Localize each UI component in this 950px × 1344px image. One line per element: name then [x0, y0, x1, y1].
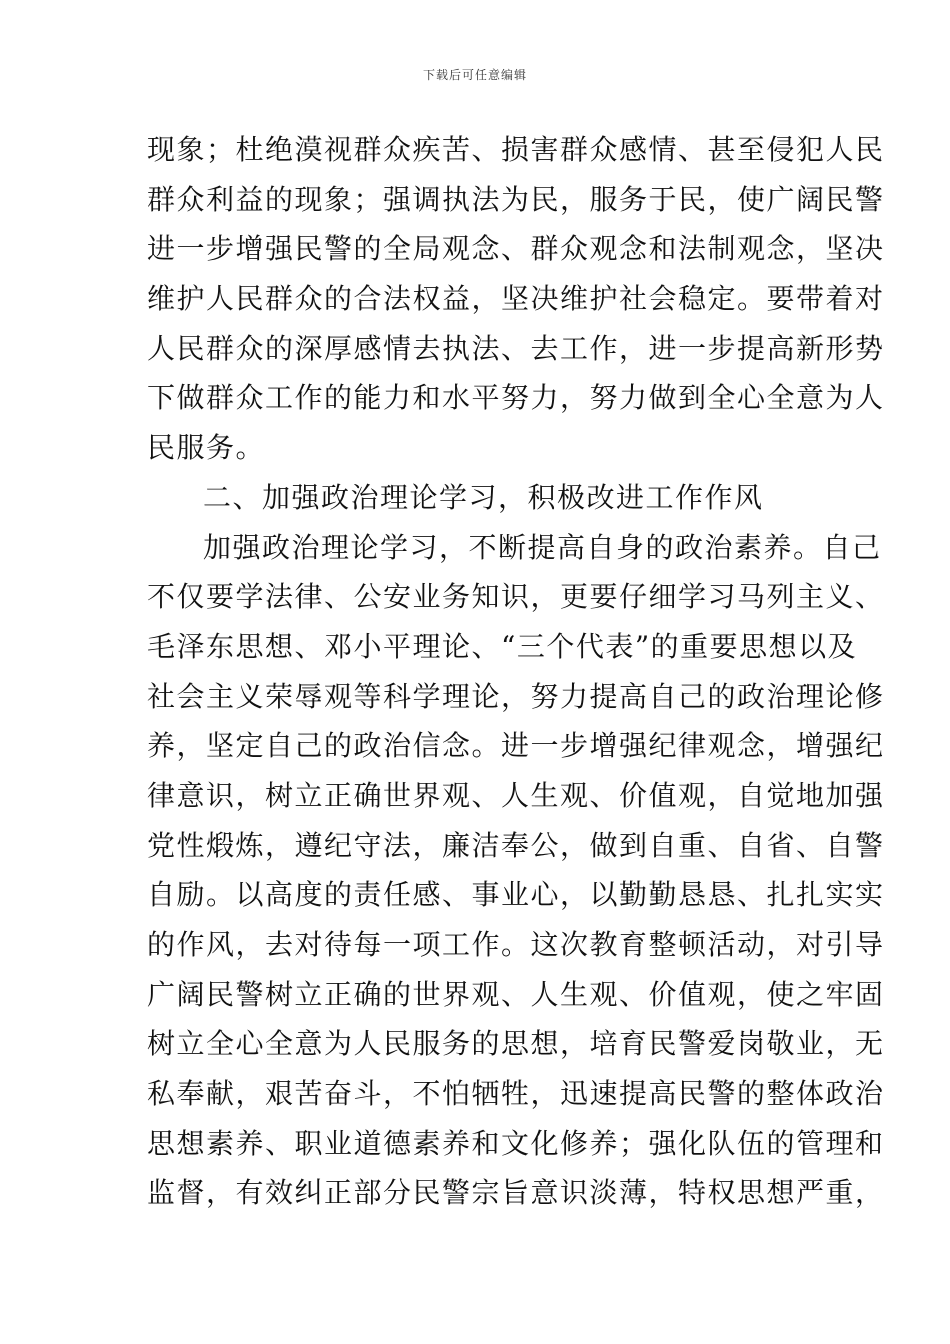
text-line: 私奉献，艰苦奋斗，不怕牺牲，迅速提高民警的整体政治 [147, 1077, 885, 1110]
text-line: 广阔民警树立正确的世界观、人生观、价值观，使之牢固 [147, 978, 885, 1011]
text-line: 下做群众工作的能力和水平努力，努力做到全心全意为人 [147, 381, 885, 414]
text-line: 养，坚定自己的政治信念。进一步增强纪律观念，增强纪 [147, 729, 885, 762]
text-line: 树立全心全意为人民服务的思想，培育民警爱岗敬业，无 [147, 1027, 885, 1060]
text-line: 不仅要学法律、公安业务知识，更要仔细学习马列主义、 [147, 580, 885, 613]
text-line: 民服务。 [147, 431, 266, 464]
text-line: 加强政治理论学习，不断提高自身的政治素养。自己 [203, 531, 882, 564]
text-line: 维护人民群众的合法权益，坚决维护社会稳定。要带着对 [147, 282, 885, 315]
text-line: 律意识，树立正确世界观、人生观、价值观，自觉地加强 [147, 779, 885, 812]
text-line: 现象；杜绝漠视群众疾苦、损害群众感情、甚至侵犯人民 [147, 133, 885, 166]
text-line: 进一步增强民警的全局观念、群众观念和法制观念，坚决 [147, 232, 885, 265]
text-line: 人民群众的深厚感情去执法、去工作，进一步提高新形势 [147, 332, 885, 365]
text-line: 监督，有效纠正部分民警宗旨意识淡薄，特权思想严重， [147, 1176, 885, 1209]
section-heading: 二、加强政治理论学习，积极改进工作作风 [203, 481, 764, 514]
text-line: 社会主义荣辱观等科学理论，努力提高自己的政治理论修 [147, 680, 885, 713]
page-header-note: 下载后可任意编辑 [422, 68, 527, 82]
text-line: 群众利益的现象；强调执法为民，服务于民，使广阔民警 [147, 183, 885, 216]
text-line: 党性煅炼，遵纪守法，廉洁奉公，做到自重、自省、自警 [147, 829, 885, 862]
text-line: 自励。以高度的责任感、事业心，以勤勤恳恳、扎扎实实 [147, 878, 885, 911]
text-line: 的作风，去对待每一项工作。这次教育整顿活动，对引导 [147, 928, 885, 961]
text-line: 思想素养、职业道德素养和文化修养；强化队伍的管理和 [147, 1127, 885, 1160]
text-line: 毛泽东思想、邓小平理论、“三个代表”的重要思想以及 [147, 630, 858, 663]
